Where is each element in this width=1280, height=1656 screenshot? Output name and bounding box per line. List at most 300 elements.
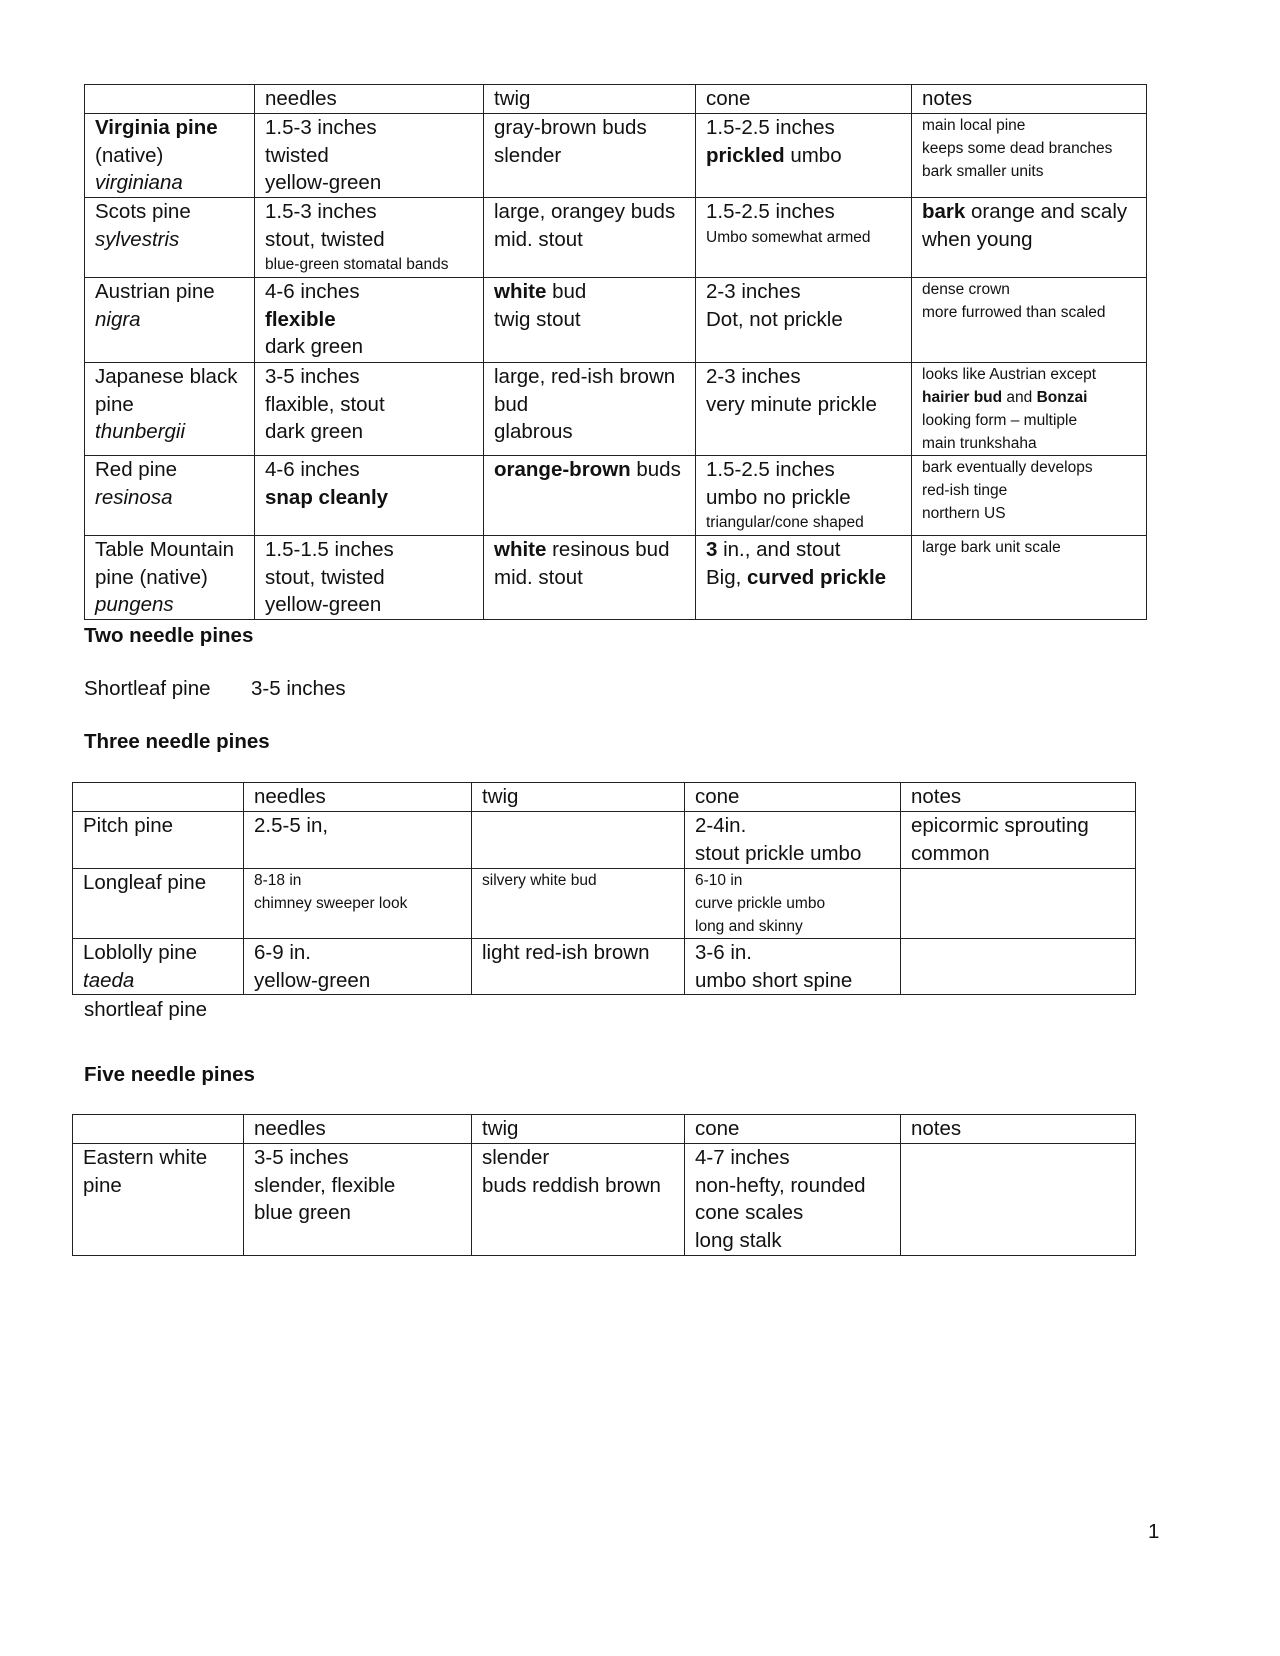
cell-line	[265, 278, 473, 306]
cell-line	[265, 306, 473, 334]
text-run: epicormic sprouting	[911, 814, 1089, 837]
cell-line	[695, 812, 890, 840]
cell-line	[494, 564, 685, 592]
table-header-row	[73, 1115, 1136, 1144]
two-needle-pines-table	[84, 84, 1147, 620]
text-run: 4-7 inches	[695, 1146, 790, 1169]
cell-line	[83, 1144, 233, 1172]
twig-cell	[472, 812, 685, 869]
cell-line	[922, 363, 1136, 386]
text-run: yellow-green	[254, 968, 371, 992]
header-cell	[85, 85, 255, 114]
header-cell-needles: needles	[244, 783, 472, 812]
cell-line	[922, 278, 1136, 301]
cell-line	[706, 391, 901, 419]
text-run: orange and scaly	[965, 200, 1128, 223]
cell-line	[922, 301, 1136, 324]
text-run: curved prickle	[747, 565, 887, 589]
cell-line	[695, 939, 890, 967]
text-run: 6-9 in.	[254, 941, 311, 964]
text-run: pine (native)	[95, 565, 208, 589]
text-run: 4-6 inches	[265, 458, 360, 481]
text-run: 1.5-1.5 inches	[265, 538, 394, 561]
header-cell-needles: needles	[255, 85, 484, 114]
needles-cell	[255, 114, 484, 198]
needles-cell	[255, 278, 484, 363]
cell-line	[95, 456, 244, 484]
twig-cell	[484, 456, 696, 536]
cell-line	[83, 967, 233, 995]
cell-line	[494, 418, 685, 446]
table-row	[85, 198, 1147, 278]
text-run: pine	[83, 1173, 122, 1197]
cell-line	[494, 306, 685, 334]
cell-line	[695, 840, 890, 868]
text-run: blue green	[254, 1201, 351, 1224]
text-run: buds reddish brown	[482, 1173, 661, 1197]
two-needle-pines-heading: Two needle pines	[84, 624, 254, 647]
text-run: triangular/cone shaped	[706, 514, 864, 531]
text-run: stout, twisted	[265, 227, 385, 251]
cell-line	[265, 363, 473, 391]
text-run: large, orangey buds	[494, 200, 676, 223]
pine-name-cell	[85, 363, 255, 456]
text-run: dark green	[265, 335, 364, 358]
cell-line	[265, 591, 473, 619]
cell-line	[254, 1172, 461, 1200]
text-run: dense crown	[922, 281, 1010, 298]
twig-cell	[472, 939, 685, 995]
text-run: dark green	[265, 420, 364, 443]
text-run: and	[1002, 389, 1037, 406]
cell-line	[494, 391, 685, 419]
notes-cell	[912, 456, 1147, 536]
cell-line	[911, 840, 1125, 868]
text-run: long stalk	[695, 1228, 782, 1252]
text-run: large bark unit scale	[922, 539, 1061, 556]
text-run: more furrowed than scaled	[922, 304, 1106, 321]
text-run: 3-6 in.	[695, 941, 752, 964]
cone-cell	[696, 363, 912, 456]
cone-cell	[685, 869, 901, 939]
text-run: Eastern white	[83, 1146, 208, 1169]
cell-line	[265, 391, 473, 419]
cell-line	[706, 456, 901, 484]
cell-line	[83, 812, 233, 840]
text-run: large, red-ish brown	[494, 365, 676, 388]
text-run: resinous bud	[546, 538, 670, 561]
shortleaf-pine-needles-value: 3-5 inches	[251, 677, 346, 700]
cell-line	[265, 564, 473, 592]
cell-line	[494, 142, 685, 170]
text-run: 1.5-2.5 inches	[706, 116, 835, 139]
pine-name-cell	[73, 1144, 244, 1256]
table-row	[73, 812, 1136, 869]
cell-line	[695, 915, 890, 938]
table-row	[73, 869, 1136, 939]
text-run: white	[494, 538, 547, 561]
text-run: Dot, not prickle	[706, 307, 843, 331]
text-run: common	[911, 841, 990, 865]
five-needle-pines-table	[72, 1114, 1136, 1256]
needles-cell	[244, 1144, 472, 1256]
cell-line	[254, 812, 461, 840]
cone-cell	[685, 1144, 901, 1256]
cell-line	[922, 226, 1136, 254]
needles-cell	[244, 869, 472, 939]
text-run: 3	[706, 538, 718, 561]
text-run: 2-4in.	[695, 814, 747, 837]
pine-name-cell	[85, 114, 255, 198]
needles-cell	[244, 939, 472, 995]
header-cell-twig: twig	[484, 85, 696, 114]
cell-line	[706, 142, 901, 170]
pine-name-cell	[73, 812, 244, 869]
text-run: umbo short spine	[695, 968, 853, 992]
header-cell-cone: cone	[696, 85, 912, 114]
cell-line	[922, 479, 1136, 502]
text-run: looks like Austrian except	[922, 366, 1097, 383]
text-run: Japanese black	[95, 365, 238, 388]
cell-line	[83, 1172, 233, 1200]
text-run: long and skinny	[695, 918, 803, 935]
text-run: stout prickle umbo	[695, 841, 862, 865]
text-run: silvery white bud	[482, 872, 597, 889]
cone-cell	[696, 456, 912, 536]
twig-cell	[472, 1144, 685, 1256]
text-run: Scots pine	[95, 200, 191, 223]
cell-line	[922, 502, 1136, 525]
text-run: sylvestris	[95, 227, 180, 251]
text-run: 2-3 inches	[706, 280, 801, 303]
cell-line	[95, 536, 244, 564]
text-run: yellow-green	[265, 593, 382, 616]
text-run: flaxible, stout	[265, 392, 385, 416]
needles-cell	[255, 456, 484, 536]
notes-cell	[901, 939, 1136, 995]
text-run: stout, twisted	[265, 565, 385, 589]
pine-name-cell	[85, 278, 255, 363]
header-cell	[73, 1115, 244, 1144]
header-cell-cone: cone	[685, 1115, 901, 1144]
header-cell	[73, 783, 244, 812]
text-run: Virginia pine	[95, 116, 218, 139]
cone-cell	[696, 198, 912, 278]
shortleaf-pine-note: shortleaf pine	[84, 998, 208, 1021]
table-row	[85, 278, 1147, 363]
cell-line	[922, 432, 1136, 455]
table-row	[73, 1144, 1136, 1256]
needles-cell	[255, 363, 484, 456]
text-run: bud	[546, 280, 587, 303]
cell-line	[254, 967, 461, 995]
table-header-row	[73, 783, 1136, 812]
text-run: light red-ish brown	[482, 941, 650, 964]
text-run: 1.5-3 inches	[265, 116, 377, 139]
text-run: 2-3 inches	[706, 365, 801, 388]
cell-line	[695, 967, 890, 995]
cell-line	[95, 418, 244, 446]
text-run: snap cleanly	[265, 485, 389, 509]
shortleaf-pine-label: Shortleaf pine	[84, 677, 211, 700]
text-run: bark smaller units	[922, 163, 1044, 180]
header-cell-twig: twig	[472, 783, 685, 812]
cell-line	[706, 306, 901, 334]
cell-line	[922, 456, 1136, 479]
header-cell-notes: notes	[912, 85, 1147, 114]
cell-line	[706, 564, 901, 592]
cell-line	[95, 198, 244, 226]
text-run: 4-6 inches	[265, 280, 360, 303]
text-run: blue-green stomatal bands	[265, 256, 449, 273]
text-run: main trunkshaha	[922, 435, 1037, 452]
notes-cell	[912, 114, 1147, 198]
table-row	[73, 939, 1136, 995]
cell-line	[922, 386, 1136, 409]
cell-line	[83, 869, 233, 897]
table-row	[85, 363, 1147, 456]
cell-line	[254, 1199, 461, 1227]
cell-line	[95, 142, 244, 170]
cell-line	[265, 456, 473, 484]
notes-cell	[912, 278, 1147, 363]
text-run: pine	[95, 392, 134, 416]
cell-line	[706, 363, 901, 391]
text-run: flexible	[265, 307, 336, 331]
text-run: slender	[482, 1146, 550, 1169]
cell-line	[922, 137, 1136, 160]
text-run: looking form – multiple	[922, 412, 1078, 429]
text-run: bud	[494, 392, 529, 416]
text-run: hairier bud	[922, 389, 1003, 406]
text-run: 1.5-3 inches	[265, 200, 377, 223]
text-run: slender	[494, 143, 562, 167]
text-run: 3-5 inches	[254, 1146, 349, 1169]
cell-line	[95, 564, 244, 592]
notes-cell	[901, 869, 1136, 939]
text-run: 6-10 in	[695, 872, 743, 889]
cell-line	[265, 253, 473, 276]
cell-line	[911, 812, 1125, 840]
twig-cell	[484, 198, 696, 278]
needles-cell	[255, 198, 484, 278]
text-run: glabrous	[494, 420, 573, 443]
table-row	[85, 456, 1147, 536]
table-row	[85, 536, 1147, 620]
cell-line	[494, 114, 685, 142]
cell-line	[265, 142, 473, 170]
three-needle-pines-heading: Three needle pines	[84, 730, 270, 753]
notes-cell	[912, 536, 1147, 620]
text-run: Pitch pine	[83, 814, 174, 837]
text-run: taeda	[83, 968, 135, 992]
text-run: thunbergii	[95, 420, 186, 443]
cone-cell	[685, 939, 901, 995]
text-run: twig stout	[494, 307, 581, 331]
header-cell-cone: cone	[685, 783, 901, 812]
text-run: Red pine	[95, 458, 178, 481]
text-run: buds	[630, 458, 681, 481]
twig-cell	[484, 363, 696, 456]
header-cell-notes: notes	[901, 1115, 1136, 1144]
twig-cell	[484, 114, 696, 198]
cell-line	[95, 114, 244, 142]
cell-line	[482, 1172, 674, 1200]
text-run: curve prickle umbo	[695, 895, 826, 912]
text-run: umbo no prickle	[706, 485, 851, 509]
text-run: Longleaf pine	[83, 871, 207, 894]
pine-name-cell	[85, 536, 255, 620]
cell-line	[922, 536, 1136, 559]
cell-line	[695, 1172, 890, 1200]
five-needle-pines-heading: Five needle pines	[84, 1063, 255, 1086]
needles-cell	[255, 536, 484, 620]
cell-line	[265, 418, 473, 446]
text-run: mid. stout	[494, 565, 583, 589]
text-run: nigra	[95, 307, 141, 331]
needles-cell	[244, 812, 472, 869]
header-cell-needles: needles	[244, 1115, 472, 1144]
text-run: gray-brown buds	[494, 116, 647, 139]
text-run: umbo	[784, 143, 842, 167]
cell-line	[706, 114, 901, 142]
cell-line	[265, 226, 473, 254]
pine-name-cell	[85, 198, 255, 278]
cell-line	[95, 226, 244, 254]
text-run: (native)	[95, 143, 164, 167]
header-cell-notes: notes	[901, 783, 1136, 812]
text-run: 3-5 inches	[265, 365, 360, 388]
text-run: mid. stout	[494, 227, 583, 251]
cell-line	[922, 198, 1136, 226]
text-run: northern US	[922, 505, 1006, 522]
text-run: when young	[922, 227, 1033, 251]
text-run: in., and stout	[717, 538, 841, 561]
text-run: main local pine	[922, 117, 1026, 134]
cone-cell	[696, 114, 912, 198]
cell-line	[706, 198, 901, 226]
notes-cell	[901, 812, 1136, 869]
notes-cell	[901, 1144, 1136, 1256]
cell-line	[265, 169, 473, 197]
text-run: Big,	[706, 565, 748, 589]
text-run: resinosa	[95, 485, 173, 509]
text-run: chimney sweeper look	[254, 895, 408, 912]
notes-cell	[912, 363, 1147, 456]
cell-line	[95, 591, 244, 619]
text-run: Austrian pine	[95, 280, 215, 303]
cell-line	[482, 939, 674, 967]
text-run: red-ish tinge	[922, 482, 1008, 499]
cell-line	[95, 169, 244, 197]
cell-line	[494, 363, 685, 391]
cell-line	[494, 278, 685, 306]
three-needle-pines-table	[72, 782, 1136, 995]
cell-line	[265, 198, 473, 226]
cell-line	[695, 869, 890, 892]
cell-line	[706, 226, 901, 249]
notes-cell	[912, 198, 1147, 278]
table-row	[85, 114, 1147, 198]
text-run: orange-brown	[494, 458, 631, 481]
cell-line	[265, 484, 473, 512]
text-run: 8-18 in	[254, 872, 302, 889]
text-run: cone scales	[695, 1201, 804, 1224]
page-number: 1	[1148, 1520, 1160, 1543]
cell-line	[265, 114, 473, 142]
cell-line	[695, 1227, 890, 1255]
cell-line	[95, 278, 244, 306]
text-run: very minute prickle	[706, 392, 877, 416]
cell-line	[254, 892, 461, 915]
cell-line	[95, 306, 244, 334]
cell-line	[254, 1144, 461, 1172]
text-run: Umbo somewhat armed	[706, 228, 871, 246]
text-run: Table Mountain	[95, 538, 235, 561]
cell-line	[265, 536, 473, 564]
cell-line	[254, 869, 461, 892]
text-run: bark eventually develops	[922, 459, 1093, 476]
cell-line	[254, 939, 461, 967]
cell-line	[922, 409, 1136, 432]
cell-line	[83, 939, 233, 967]
text-run: Loblolly pine	[83, 941, 197, 964]
header-cell-twig: twig	[472, 1115, 685, 1144]
cell-line	[494, 198, 685, 226]
cell-line	[482, 869, 674, 892]
pine-name-cell	[73, 869, 244, 939]
text-run: bark	[922, 200, 966, 223]
cell-line	[95, 484, 244, 512]
cell-line	[706, 278, 901, 306]
cell-line	[706, 511, 901, 534]
cell-line	[494, 536, 685, 564]
text-run: non-hefty, rounded	[695, 1173, 866, 1197]
text-run: 2.5-5 in,	[254, 814, 329, 837]
cell-line	[706, 536, 901, 564]
twig-cell	[484, 536, 696, 620]
cell-line	[265, 333, 473, 361]
pine-name-cell	[85, 456, 255, 536]
cell-line	[706, 484, 901, 512]
text-run: white	[494, 280, 547, 303]
text-run: twisted	[265, 143, 329, 167]
text-run: Bonzai	[1036, 389, 1088, 406]
text-run: 1.5-2.5 inches	[706, 200, 835, 223]
text-run: keeps some dead branches	[922, 140, 1113, 157]
text-run: 1.5-2.5 inches	[706, 458, 835, 481]
text-run: slender, flexible	[254, 1173, 396, 1197]
cell-line	[695, 892, 890, 915]
cell-line	[95, 363, 244, 391]
table-header-row	[85, 85, 1147, 114]
text-run: pungens	[95, 593, 174, 616]
text-run: yellow-green	[265, 171, 382, 194]
cone-cell	[696, 278, 912, 363]
cone-cell	[696, 536, 912, 620]
cell-line	[695, 1144, 890, 1172]
twig-cell	[472, 869, 685, 939]
cell-line	[482, 1144, 674, 1172]
cell-line	[494, 456, 685, 484]
pine-name-cell	[73, 939, 244, 995]
twig-cell	[484, 278, 696, 363]
cone-cell	[685, 812, 901, 869]
cell-line	[922, 160, 1136, 183]
cell-line	[922, 114, 1136, 137]
cell-line	[494, 226, 685, 254]
cell-line	[695, 1199, 890, 1227]
